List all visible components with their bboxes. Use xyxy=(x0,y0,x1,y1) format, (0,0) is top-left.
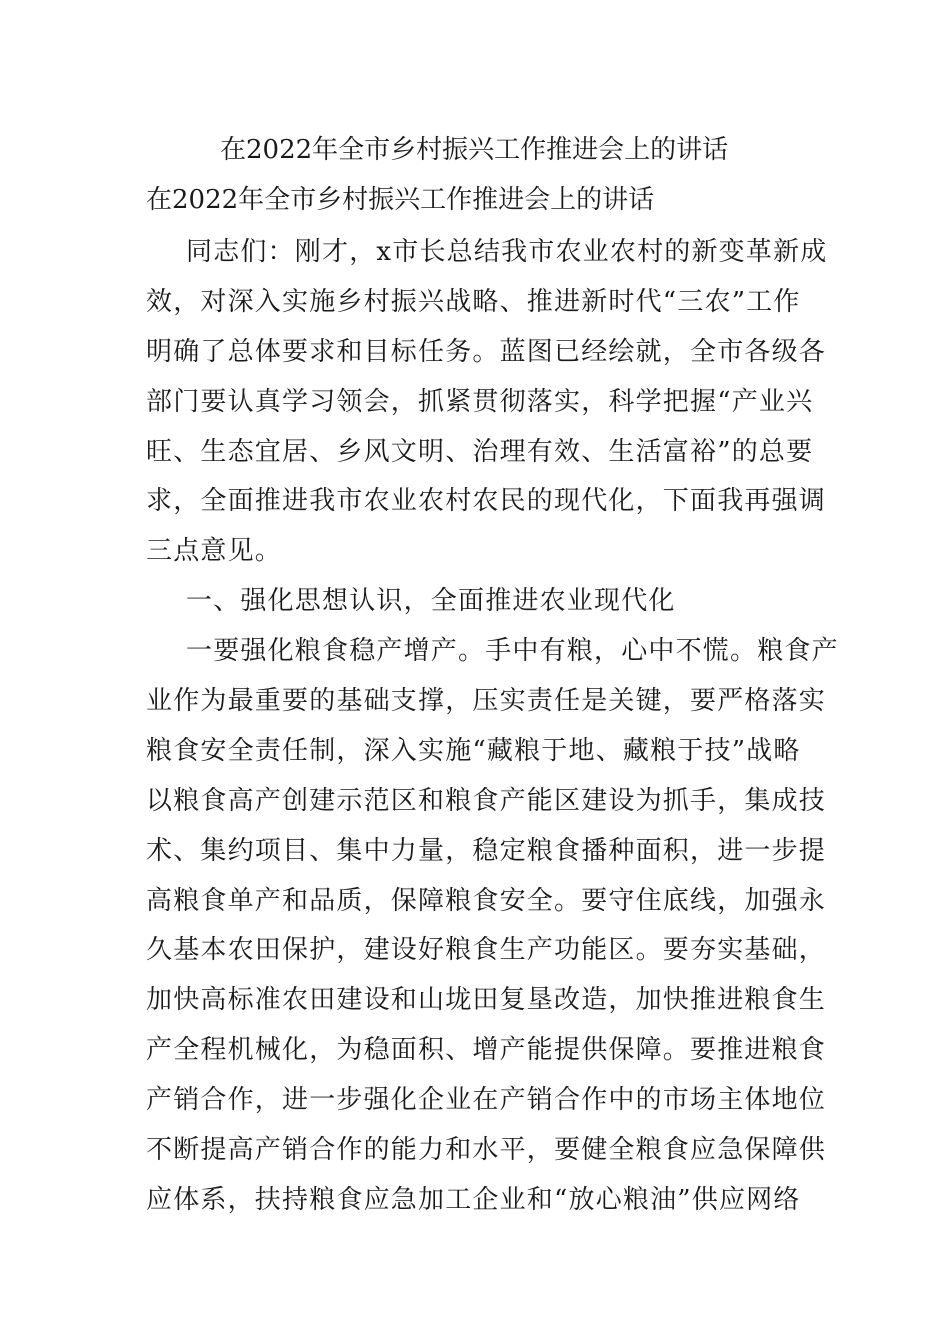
paragraph-line: 术、集约项目、集中力量，稳定粮食播种面积，进一步提 xyxy=(146,835,827,866)
paragraph-line: 产全程机械化，为稳面积、增产能提供保障。要推进粮食 xyxy=(146,1035,827,1066)
document-subtitle: 在2022年全市乡村振兴工作推进会上的讲话 xyxy=(146,185,655,215)
paragraph-line: 产销合作，进一步强化企业在产销合作中的市场主体地位 xyxy=(146,1085,827,1116)
paragraph-line: 求，全面推进我市农业农村农民的现代化，下面我再强调 xyxy=(146,486,827,517)
paragraph-line: 三点意见。 xyxy=(146,536,283,567)
paragraph-line: 明确了总体要求和目标任务。蓝图已经绘就，全市各级各 xyxy=(146,336,827,367)
paragraph-line: 不断提高产销合作的能力和水平，要健全粮食应急保障供 xyxy=(146,1135,827,1166)
paragraph-line: 业作为最重要的基础支撑，压实责任是关键，要严格落实 xyxy=(146,686,827,717)
paragraph-line: 粮食安全责任制，深入实施“藏粮于地、藏粮于技”战略 xyxy=(146,735,801,766)
section-heading-1: 一、强化思想认识，全面推进农业现代化 xyxy=(186,586,676,617)
paragraph-line: 加快高标准农田建设和山垅田复垦改造，加快推进粮食生 xyxy=(146,985,827,1016)
paragraph-line: 久基本农田保护，建设好粮食生产功能区。要夯实基础， xyxy=(146,935,827,966)
paragraph-line: 高粮食单产和品质，保障粮食安全。要守住底线，加强永 xyxy=(146,885,827,916)
document-title: 在2022年全市乡村振兴工作推进会上的讲话 xyxy=(220,135,729,165)
paragraph-line: 以粮食高产创建示范区和粮食产能区建设为抓手，集成技 xyxy=(146,785,827,816)
document-body xyxy=(146,228,839,1226)
paragraph-line: 一要强化粮食稳产增产。手中有粮，心中不慌。粮食产 xyxy=(186,636,839,667)
paragraph-line: 应体系，扶持粮食应急加工企业和“放心粮油”供应网络 xyxy=(146,1184,801,1215)
paragraph-greeting-line: 同志们：刚才，x市长总结我市农业农村的新变革新成 xyxy=(186,237,828,267)
paragraph-line: 旺、生态宜居、乡风文明、治理有效、生活富裕”的总要 xyxy=(146,436,814,467)
paragraph-line: 效，对深入实施乡村振兴战略、推进新时代“三农”工作 xyxy=(146,286,801,317)
paragraph-line: 部门要认真学习领会，抓紧贯彻落实，科学把握“产业兴 xyxy=(146,386,814,417)
